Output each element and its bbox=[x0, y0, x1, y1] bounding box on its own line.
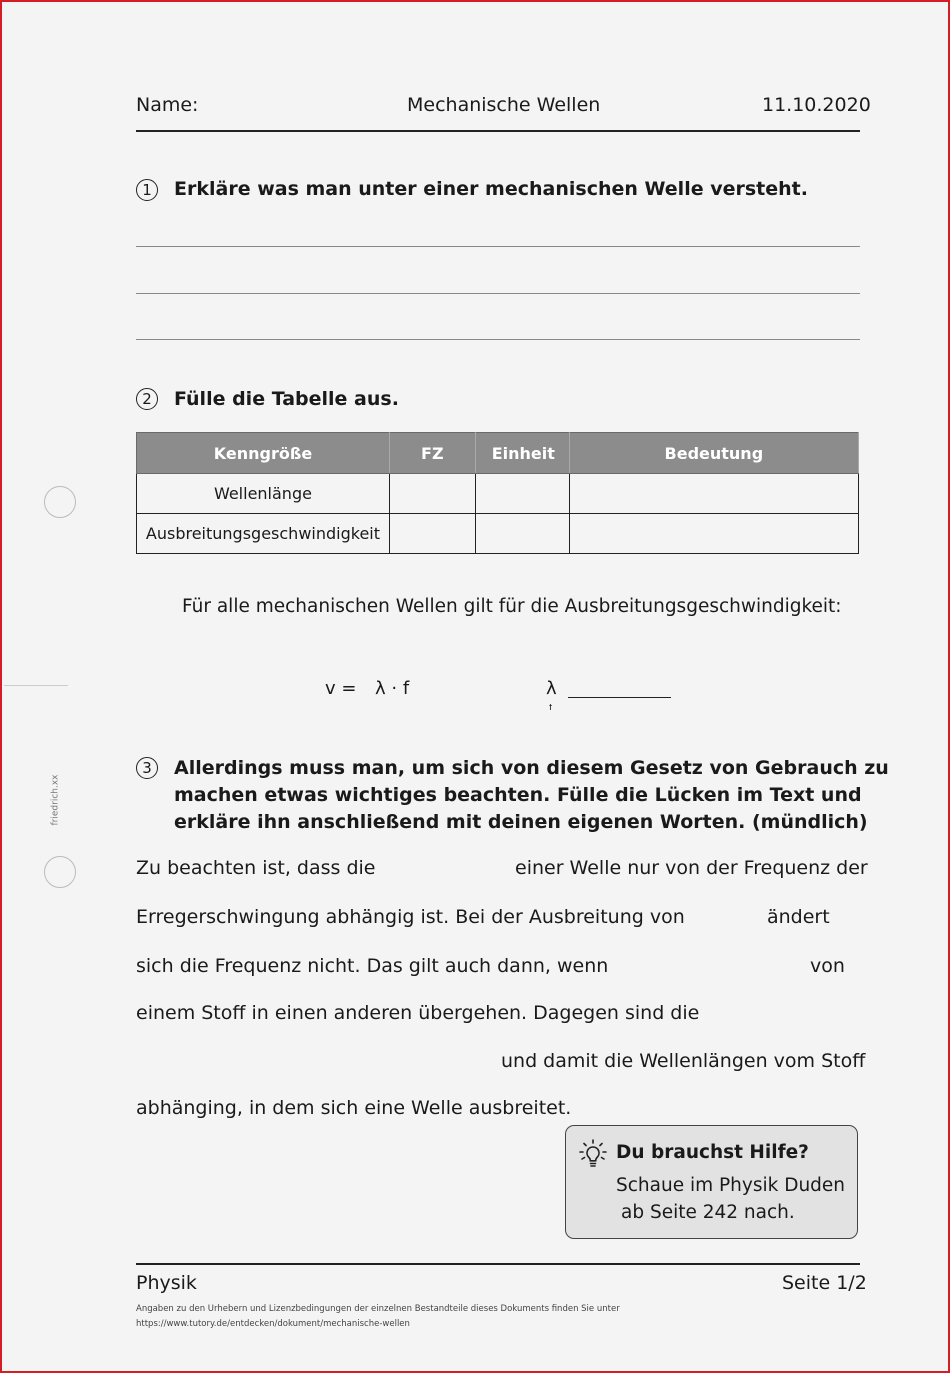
lightbulb-icon bbox=[578, 1138, 608, 1170]
worksheet-date: 11.10.2020 bbox=[762, 94, 871, 116]
parameter-table bbox=[136, 432, 859, 554]
header-rule bbox=[136, 130, 860, 132]
table-cell-input[interactable] bbox=[389, 514, 475, 554]
name-label: Name: bbox=[136, 94, 199, 116]
formula-small-f: f bbox=[549, 704, 553, 710]
help-line-1: Schaue im Physik Duden bbox=[616, 1175, 846, 1196]
statement-text: Für alle mechanischen Wellen gilt für die Ausbreitungsgeschwindigkeit: bbox=[182, 596, 842, 617]
table-cell-label: Wellenlänge bbox=[137, 474, 390, 514]
help-box bbox=[565, 1125, 858, 1239]
punch-hole-top bbox=[44, 486, 76, 518]
task3-line-2: machen etwas wichtiges beachten. Fülle die Lücken im Text und bbox=[174, 784, 862, 806]
table-row bbox=[137, 474, 859, 514]
task1-text: Erkläre was man unter einer mechanischen Welle versteht. bbox=[174, 178, 808, 200]
table-header-row bbox=[137, 433, 859, 474]
worksheet-title: Mechanische Wellen bbox=[407, 94, 601, 116]
table-row bbox=[137, 514, 859, 554]
task2-number: 2 bbox=[136, 388, 158, 410]
table-cell-input[interactable] bbox=[475, 474, 569, 514]
fold-mark bbox=[4, 685, 68, 686]
answer-line-3[interactable] bbox=[136, 339, 860, 340]
table-cell-input[interactable] bbox=[569, 474, 858, 514]
cloze-line-3b: von bbox=[810, 955, 845, 977]
cloze-line-3a: sich die Frequenz nicht. Das gilt auch dann, wenn bbox=[136, 955, 609, 977]
cloze-line-1b: einer Welle nur von der Frequenz der bbox=[515, 857, 868, 879]
formula-rhs: λ · f bbox=[375, 678, 410, 699]
table-cell-input[interactable] bbox=[389, 474, 475, 514]
table-header-cell: Einheit bbox=[475, 433, 569, 474]
table-header-cell: Bedeutung bbox=[569, 433, 858, 474]
footer-page: Seite 1/2 bbox=[782, 1272, 867, 1294]
help-title: Du brauchst Hilfe? bbox=[616, 1142, 809, 1163]
table-header-cell: FZ bbox=[389, 433, 475, 474]
table-header-cell: Kenngröße bbox=[137, 433, 390, 474]
formula-fill-line[interactable] bbox=[568, 697, 671, 698]
punch-hole-bottom bbox=[44, 856, 76, 888]
cloze-line-2a: Erregerschwingung abhängig ist. Bei der Ausbreitung von bbox=[136, 906, 685, 928]
footer-rule bbox=[136, 1263, 860, 1265]
footer-note-2[interactable]: https://www.tutory.de/entdecken/dokument/mechanische-wellen bbox=[136, 1319, 410, 1329]
formula-lambda: λ bbox=[546, 678, 557, 699]
answer-line-2[interactable] bbox=[136, 293, 860, 294]
footer-subject: Physik bbox=[136, 1272, 197, 1294]
help-line-2: ab Seite 242 nach. bbox=[621, 1202, 795, 1223]
cloze-line-6: abhänging, in dem sich eine Welle ausbreitet. bbox=[136, 1097, 572, 1119]
cloze-line-2b: ändert bbox=[767, 906, 830, 928]
cloze-line-1a: Zu beachten ist, dass die bbox=[136, 857, 376, 879]
side-label: friedrich.xx bbox=[50, 774, 61, 826]
answer-line-1[interactable] bbox=[136, 246, 860, 247]
task3-number: 3 bbox=[136, 757, 158, 779]
footer-note-1: Angaben zu den Urhebern und Lizenzbedingungen der einzelnen Bestandteile dieses Dokuments finden Sie unter bbox=[136, 1304, 620, 1314]
task3-line-3: erkläre ihn anschließend mit deinen eigenen Worten. (mündlich) bbox=[174, 811, 868, 833]
cloze-line-4: einem Stoff in einen anderen übergehen. Dagegen sind die bbox=[136, 1002, 700, 1024]
table-cell-input[interactable] bbox=[475, 514, 569, 554]
table-cell-label: Ausbreitungsgeschwindigkeit bbox=[137, 514, 390, 554]
formula-lhs: v = bbox=[325, 678, 357, 699]
table-cell-input[interactable] bbox=[569, 514, 858, 554]
cloze-line-5: und damit die Wellenlängen vom Stoff bbox=[501, 1050, 866, 1072]
task3-line-1: Allerdings muss man, um sich von diesem Gesetz von Gebrauch zu bbox=[174, 757, 889, 779]
task2-text: Fülle die Tabelle aus. bbox=[174, 388, 399, 410]
task1-number: 1 bbox=[136, 179, 158, 201]
